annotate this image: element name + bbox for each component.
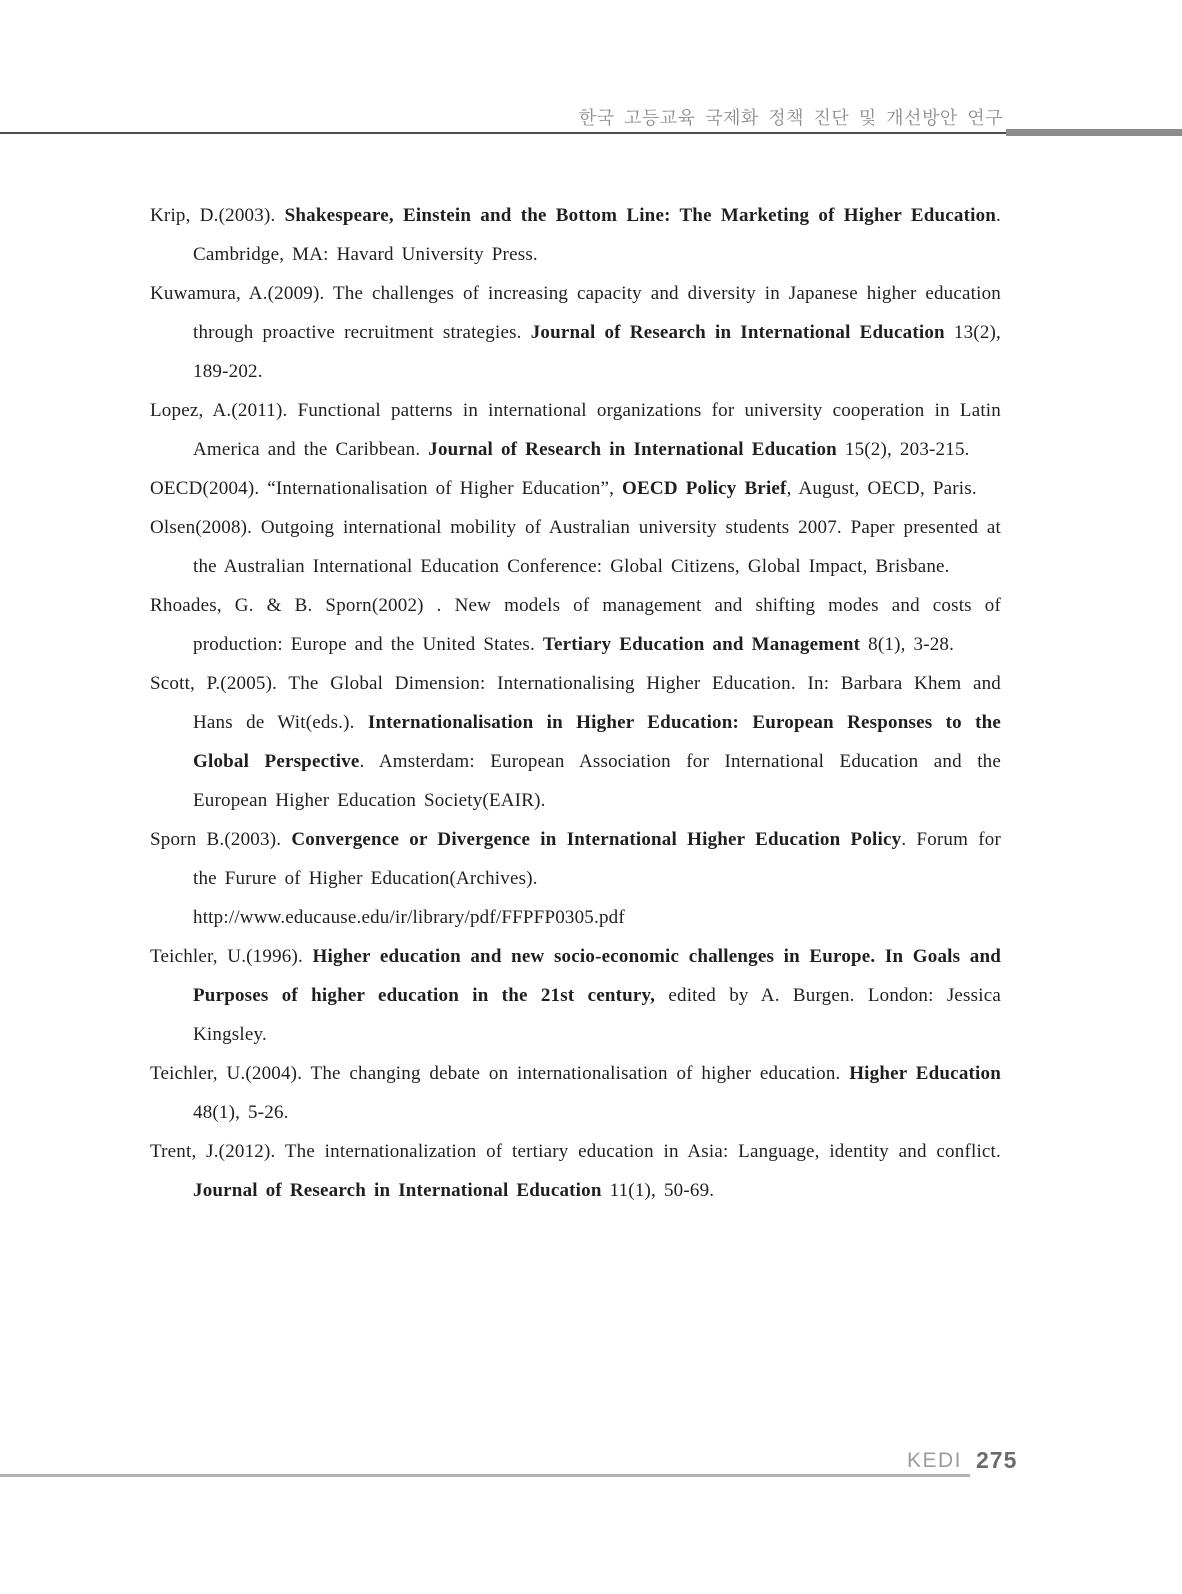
references-list xyxy=(150,196,1001,1210)
reference-text: Trent, J.(2012). The internationalization of tertiary education in Asia: Language, identity and conflict. xyxy=(150,1141,1001,1162)
reference-text: Scott, P.(2005). The Global Dimension: Internationalising Higher Education. In: Barbara Khem and Hans de Wit(eds.). xyxy=(150,673,1001,733)
reference-emphasis: Shakespeare, Einstein and the Bottom Line: The Marketing of Higher Education xyxy=(284,205,997,226)
reference-entry xyxy=(150,1132,1001,1210)
reference-text: 13(2), 189-202. xyxy=(193,322,1002,382)
reference-text: Olsen(2008). Outgoing international mobility of Australian university students 2007. Paper presented at the Australian International Education Conference: Global Citizens, Global Impact, Brisbane. xyxy=(150,517,1001,577)
reference-emphasis: Higher Education xyxy=(849,1063,1001,1084)
reference-text: . Forum for the Furure of Higher Education(Archives). xyxy=(193,829,1002,889)
reference-text: Lopez, A.(2011). Functional patterns in international organizations for university cooperation in Latin America and the Caribbean. xyxy=(150,400,1001,460)
reference-entry xyxy=(150,196,1001,274)
reference-text: , August, OECD, Paris. xyxy=(786,478,977,499)
reference-emphasis: Journal of Research in International Education xyxy=(530,322,945,343)
reference-entry xyxy=(150,586,1001,664)
reference-entry xyxy=(150,820,1001,937)
reference-emphasis: Journal of Research in International Education xyxy=(428,439,837,460)
reference-entry xyxy=(150,508,1001,586)
reference-text: Teichler, U.(2004). The changing debate on internationalisation of higher education. xyxy=(150,1063,850,1084)
reference-text: Krip, D.(2003). xyxy=(150,205,285,226)
reference-emphasis: Convergence or Divergence in International Higher Education Policy xyxy=(291,829,902,850)
reference-emphasis: Internationalisation in Higher Education: European Responses to the Global Perspective xyxy=(193,712,1001,772)
reference-text: Rhoades, G. & B. Sporn(2002) . New models of management and shifting modes and costs of production: Europe and the United States. xyxy=(150,595,1001,655)
reference-text: edited by A. Burgen. London: Jessica Kingsley. xyxy=(193,985,1001,1045)
reference-text: . Cambridge, MA: Havard University Press. xyxy=(193,205,1001,265)
reference-text: 8(1), 3-28. xyxy=(860,634,955,655)
reference-text: OECD(2004). “Internationalisation of Higher Education”, xyxy=(150,478,623,499)
reference-entry xyxy=(150,469,1001,508)
footer-rule xyxy=(0,1474,970,1477)
reference-text: 11(1), 50-69. xyxy=(601,1180,715,1201)
reference-text: Teichler, U.(1996). xyxy=(150,946,313,967)
reference-text: http://www.educause.edu/ir/library/pdf/FFPFP0305.pdf xyxy=(193,907,625,928)
reference-entry xyxy=(150,937,1001,1054)
reference-text: Sporn B.(2003). xyxy=(150,829,292,850)
reference-entry xyxy=(150,664,1001,820)
reference-emphasis: Journal of Research in International Education xyxy=(193,1180,602,1201)
header-rule-thick xyxy=(1006,129,1182,136)
reference-entry xyxy=(150,391,1001,469)
reference-text: 15(2), 203-215. xyxy=(836,439,970,460)
reference-text: Kuwamura, A.(2009). The challenges of increasing capacity and diversity in Japanese higher education through proactive recruitment strategies. xyxy=(150,283,1001,343)
reference-entry xyxy=(150,274,1001,391)
header-rule-thin xyxy=(0,132,1006,134)
reference-emphasis: Tertiary Education and Management xyxy=(542,634,861,655)
running-head-title: 한국 고등교육 국제화 정책 진단 및 개선방안 연구 xyxy=(578,108,1003,128)
page-number: 275 xyxy=(976,1447,1018,1473)
reference-text: . Amsterdam: European Association for International Education and the European Higher Education Society(EAIR). xyxy=(193,751,1002,811)
reference-emphasis: Higher education and new socio-economic challenges in Europe. In Goals and Purposes of higher education in the 21st century, xyxy=(193,946,1001,1006)
reference-text: 48(1), 5-26. xyxy=(193,1102,289,1123)
reference-entry xyxy=(150,1054,1001,1132)
reference-emphasis: OECD Policy Brief xyxy=(622,478,787,499)
publisher-label: KEDI xyxy=(906,1449,962,1472)
